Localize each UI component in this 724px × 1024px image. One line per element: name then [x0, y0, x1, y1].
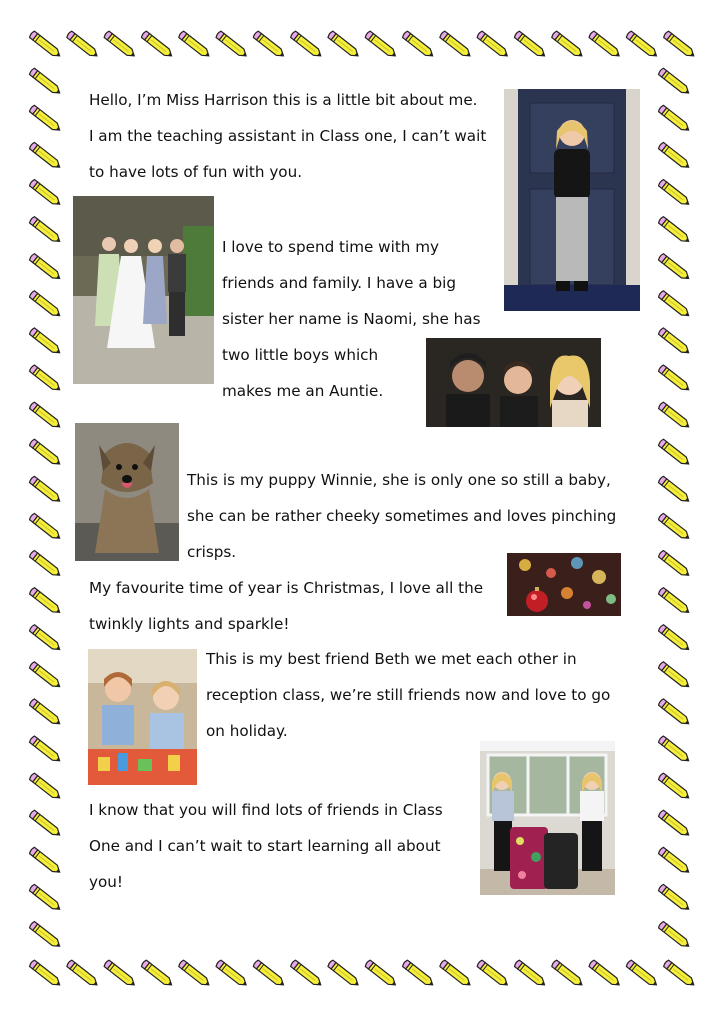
pencil-icon: [327, 960, 360, 988]
text-line: reception class, we’re still friends now and love to go: [206, 686, 611, 704]
pencil-icon: [29, 698, 62, 726]
pencil-icon: [658, 884, 691, 912]
pencil-icon: [66, 31, 99, 59]
pencil-icon: [658, 624, 691, 652]
pencil-icon: [29, 513, 62, 541]
pencil-icon: [658, 290, 691, 318]
pencil-icon: [29, 847, 62, 875]
pencil-icon: [364, 31, 397, 59]
pencil-icon: [658, 402, 691, 430]
pencil-icon: [29, 587, 62, 615]
pencil-icon: [658, 587, 691, 615]
pencil-icon: [29, 179, 62, 207]
text-line: makes me an Auntie.: [222, 382, 384, 400]
pencil-icon: [658, 773, 691, 801]
pencil-icon: [551, 31, 584, 59]
pencil-icon: [658, 327, 691, 355]
pencil-icon: [658, 142, 691, 170]
text-line: you!: [89, 873, 123, 891]
text-line: on holiday.: [206, 722, 288, 740]
pencil-icon: [658, 735, 691, 763]
text-line: One and I can’t wait to start learning all about: [89, 837, 441, 855]
pencil-icon: [29, 624, 62, 652]
family-car-photo: [426, 338, 601, 427]
text-line: twinkly lights and sparkle!: [89, 615, 290, 633]
pencil-icon: [658, 216, 691, 244]
pencil-icon: [476, 960, 509, 988]
pencil-icon: [658, 513, 691, 541]
pencil-icon: [626, 960, 659, 988]
pencil-icon: [103, 31, 136, 59]
pencil-icon: [29, 810, 62, 838]
pencil-icon: [439, 960, 472, 988]
pencil-icon: [658, 698, 691, 726]
pencil-icon: [290, 960, 323, 988]
pencil-icon: [658, 253, 691, 281]
pencil-icon: [476, 31, 509, 59]
pencil-icon: [658, 550, 691, 578]
pencil-icon: [29, 402, 62, 430]
pencil-icon: [402, 960, 435, 988]
pencil-icon: [29, 142, 62, 170]
pencil-icon: [514, 31, 547, 59]
closing-text: [89, 792, 443, 900]
pencil-icon: [658, 476, 691, 504]
text-line: to have lots of fun with you.: [89, 163, 303, 181]
pencil-icon: [626, 31, 659, 59]
intro-text: [89, 82, 486, 190]
pencil-icon: [663, 960, 696, 988]
pencil-icon: [514, 960, 547, 988]
pencil-icon: [29, 253, 62, 281]
christmas-text: [89, 570, 483, 642]
pencil-icon: [663, 31, 696, 59]
text-line: Hello, I’m Miss Harrison this is a little bit about me.: [89, 91, 478, 109]
pencil-icon: [588, 31, 621, 59]
pencil-icon: [29, 364, 62, 392]
wedding-photo: [73, 196, 214, 384]
pencil-icon: [658, 661, 691, 689]
holiday-photo: [480, 741, 615, 895]
pencil-icon: [29, 216, 62, 244]
text-line: This is my best friend Beth we met each other in: [206, 650, 577, 668]
pencil-icon: [29, 661, 62, 689]
christmas-photo: [507, 553, 621, 616]
pencil-icon: [215, 31, 248, 59]
text-line: she can be rather cheeky sometimes and loves pinching: [187, 507, 617, 525]
pencil-icon: [658, 921, 691, 949]
pencil-icon: [141, 31, 174, 59]
pencil-icon: [29, 476, 62, 504]
pencil-icon: [290, 31, 323, 59]
pencil-icon: [364, 960, 397, 988]
pencil-icon: [29, 439, 62, 467]
pencil-icon: [658, 439, 691, 467]
pencil-icon: [215, 960, 248, 988]
pencil-icon: [29, 884, 62, 912]
pencil-icon: [658, 105, 691, 133]
pencil-icon: [327, 31, 360, 59]
text-line: I love to spend time with my: [222, 238, 440, 256]
pencil-icon: [29, 31, 62, 59]
pencil-icon: [178, 31, 211, 59]
text-line: My favourite time of year is Christmas, I love all the: [89, 579, 484, 597]
friend-text: [206, 641, 610, 749]
pencil-icon: [29, 290, 62, 318]
text-line: crisps.: [187, 543, 237, 561]
pencil-icon: [29, 773, 62, 801]
pencil-icon: [66, 960, 99, 988]
pencil-icon: [658, 68, 691, 96]
pencil-icon: [439, 31, 472, 59]
pencil-icon: [29, 68, 62, 96]
puppy-photo: [75, 423, 179, 561]
pencil-icon: [658, 847, 691, 875]
pencil-icon: [551, 960, 584, 988]
portrait-photo: [504, 89, 640, 311]
pencil-icon: [658, 810, 691, 838]
pencil-icon: [29, 550, 62, 578]
pencil-icon: [658, 179, 691, 207]
pencil-icon: [29, 921, 62, 949]
pencil-icon: [588, 960, 621, 988]
pencil-icon: [103, 960, 136, 988]
text-line: I know that you will find lots of friends in Class: [89, 801, 443, 819]
pencil-icon: [253, 960, 286, 988]
best-friend-photo: [88, 649, 197, 785]
pencil-icon: [29, 960, 62, 988]
pencil-icon: [253, 31, 286, 59]
pencil-icon: [141, 960, 174, 988]
pencil-icon: [29, 327, 62, 355]
text-line: This is my puppy Winnie, she is only one so still a baby,: [187, 471, 611, 489]
text-line: sister her name is Naomi, she has: [222, 310, 481, 328]
pencil-icon: [658, 364, 691, 392]
pencil-icon: [29, 735, 62, 763]
pencil-icon: [178, 960, 211, 988]
text-line: I am the teaching assistant in Class one, I can’t wait: [89, 127, 487, 145]
pencil-icon: [29, 105, 62, 133]
text-line: friends and family. I have a big: [222, 274, 456, 292]
text-line: two little boys which: [222, 346, 379, 364]
pencil-icon: [402, 31, 435, 59]
